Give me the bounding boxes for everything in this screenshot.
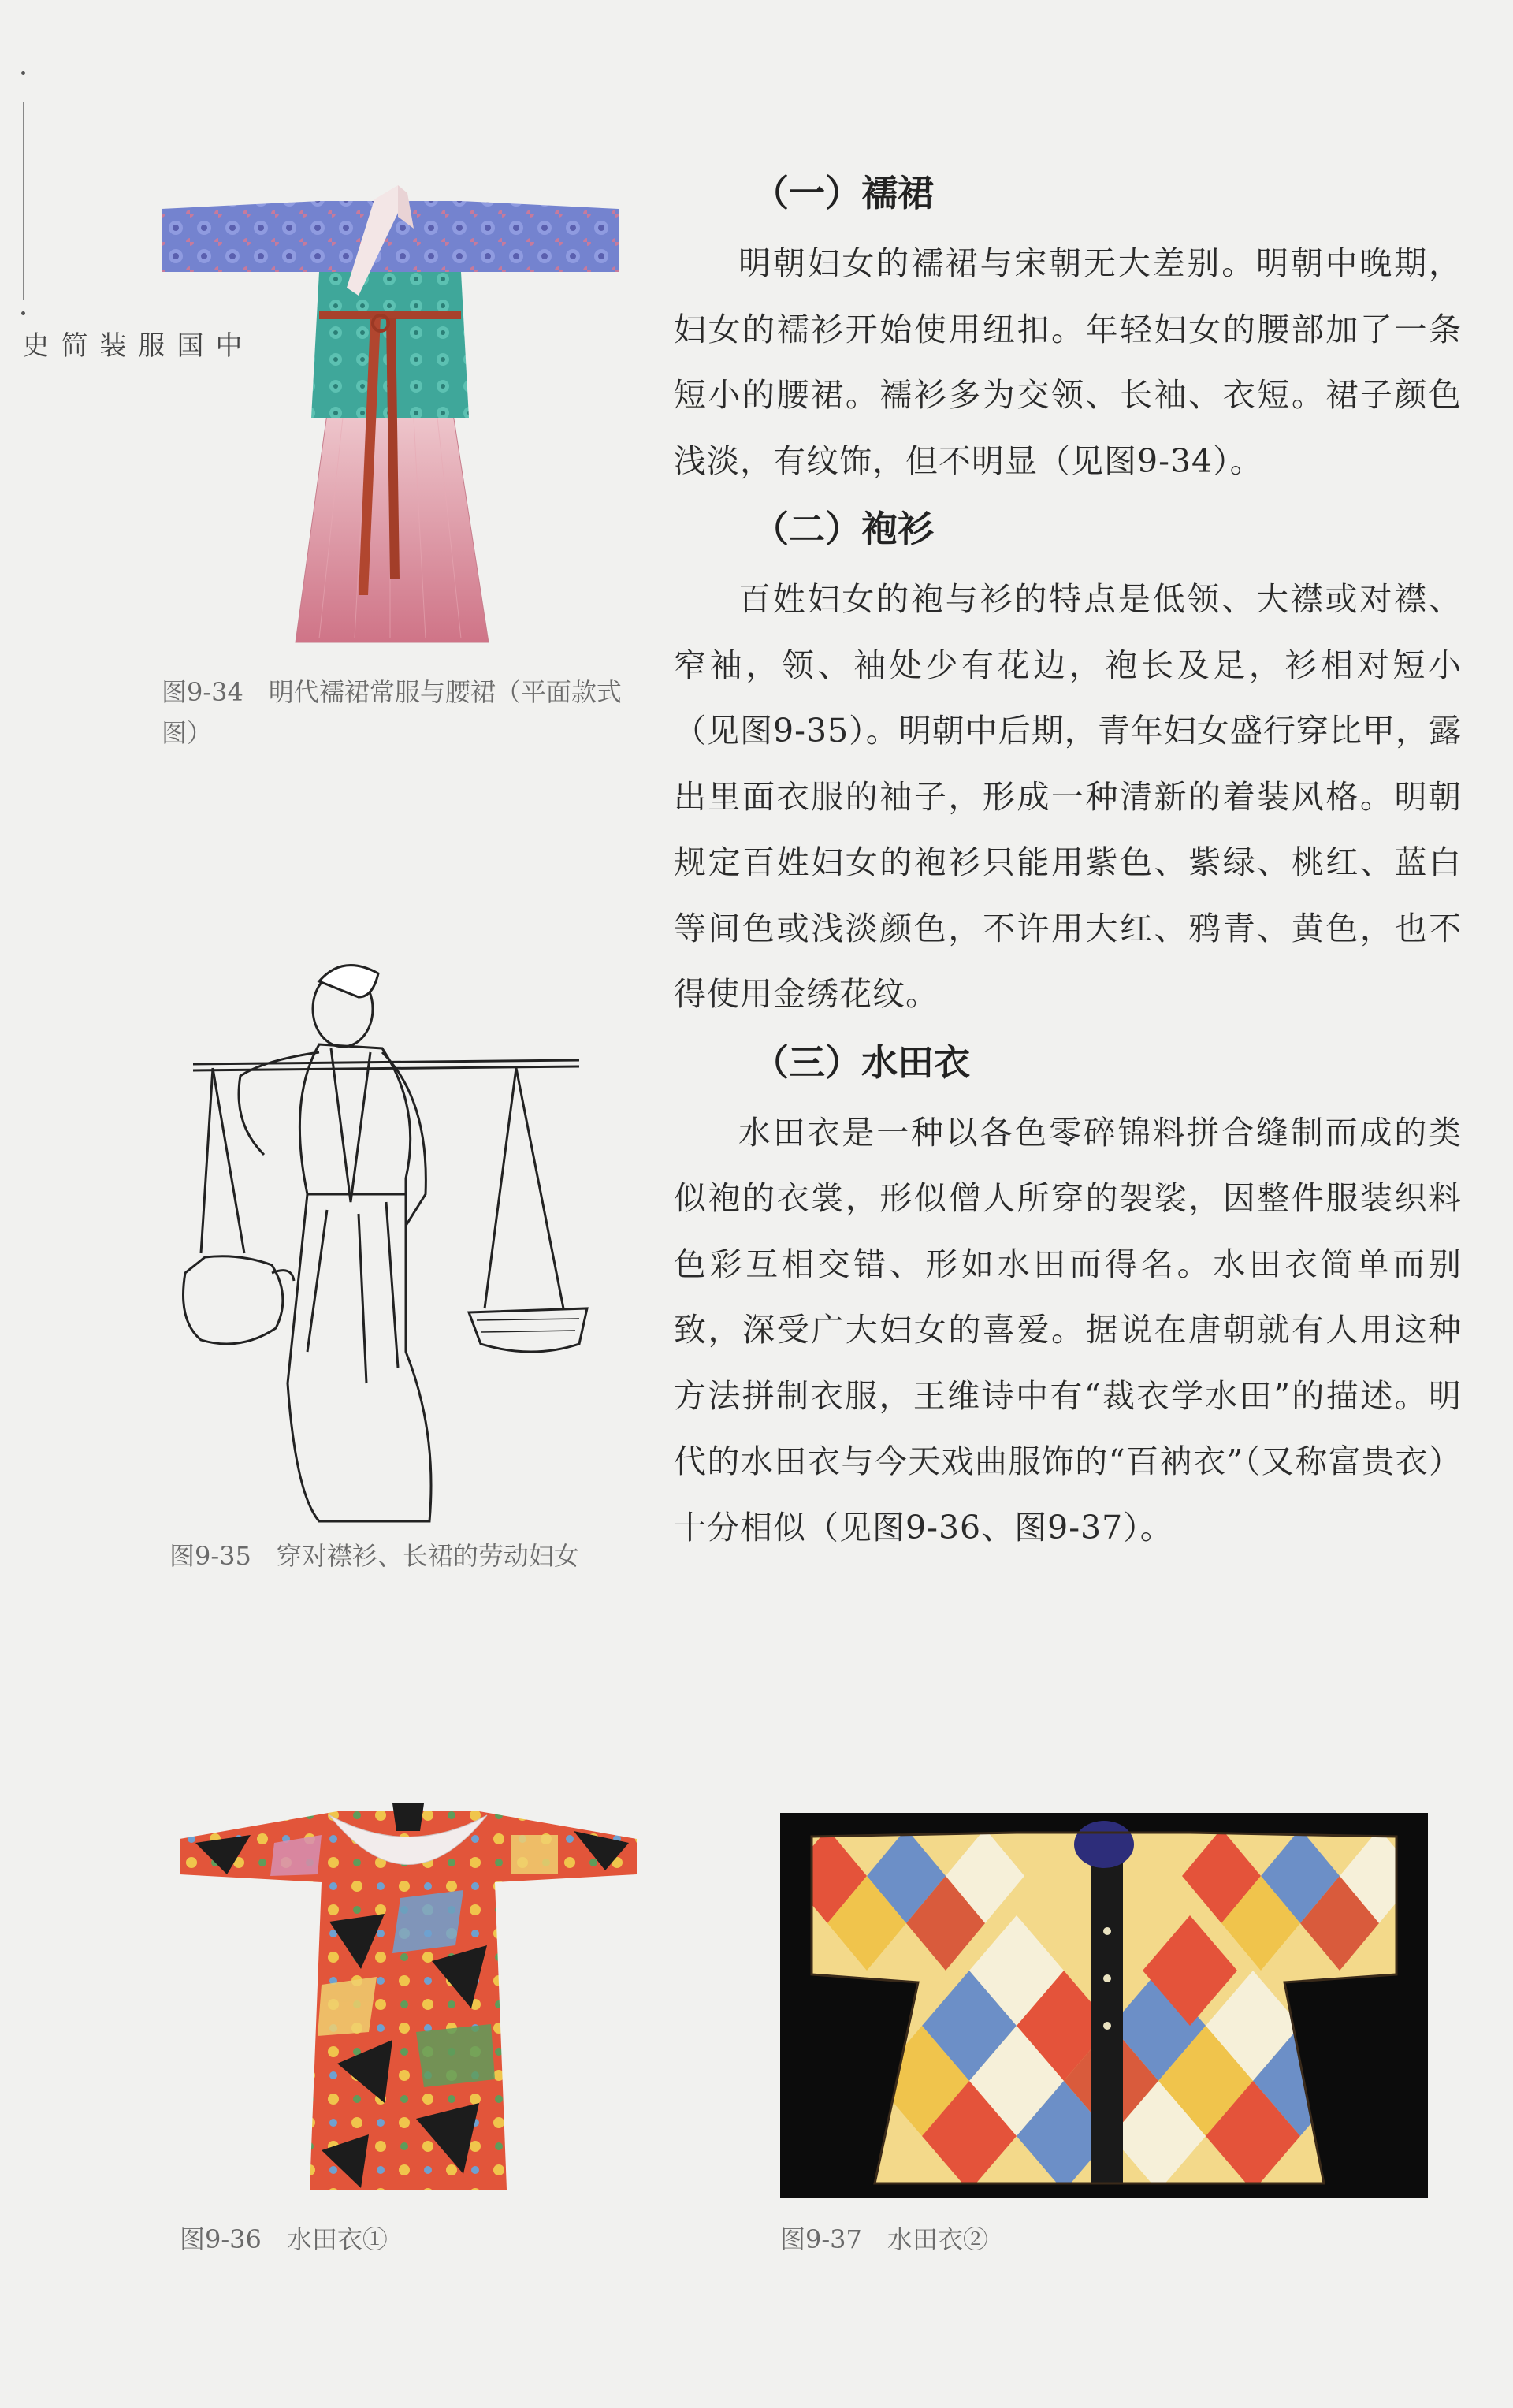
figure-9-37 [780, 1813, 1428, 2198]
figure-9-35-caption: 图9-35 穿对襟衫、长裙的劳动妇女 [169, 1541, 579, 1571]
figure-9-35 [169, 942, 595, 1529]
section-paoshan [674, 497, 1462, 1028]
spine-rule [23, 102, 24, 300]
figure-9-34-caption: 图9-34 明代襦裙常服与腰裙（平面款式图） [162, 677, 622, 748]
laboring-woman-drawing [169, 942, 595, 1529]
section-shuitianyi [674, 1031, 1462, 1561]
paragraph: 明朝妇女的襦裙与宋朝无大差别。明朝中晚期，妇女的襦衫开始使用纽扣。年轻妇女的腰部加了一条短小的腰裙。襦衫多为交领、长袖、衣短。裙子颜色浅淡，有纹饰，但不明显（见图9-34）。 [674, 244, 1462, 480]
section-title: （二）袍衫 [753, 508, 934, 550]
section-ruqun [674, 162, 1462, 494]
spine-dot [21, 71, 25, 75]
patchwork-robe-1 [180, 1803, 637, 2198]
ruqun-illustration [162, 185, 619, 646]
figure-9-36 [180, 1803, 637, 2198]
main-text [674, 162, 1462, 1564]
patchwork-robe-2 [780, 1813, 1428, 2198]
figure-9-36-caption: 图9-36 水田衣① [180, 2224, 388, 2254]
spine-dot [21, 311, 25, 315]
figure-9-37-caption: 图9-37 水田衣② [780, 2224, 988, 2254]
section-title: （三）水田衣 [753, 1040, 970, 1084]
figure-9-34 [162, 185, 619, 646]
book-title: 中国服装简史 [17, 331, 242, 359]
paragraph: 水田衣是一种以各色零碎锦料拼合缝制而成的类似袍的衣裳，形似僧人所穿的袈裟，因整件服装织料色彩互相交错、形如水田而得名。水田衣简单而别致，深受广大妇女的喜爱。据说在唐朝就有人用这种方法拼制衣服，王维诗中有“裁衣学水田”的描述。明代的水田衣与今天戏曲服饰的“百衲衣”（又称富贵衣）十分相似（见图9-36、图9-37）。 [674, 1113, 1462, 1546]
section-title: （一）襦裙 [753, 172, 934, 214]
paragraph: 百姓妇女的袍与衫的特点是低领、大襟或对襟、窄袖，领、袖处少有花边，袍长及足，衫相对短小（见图9-35）。明朝中后期，青年妇女盛行穿比甲，露出里面衣服的袖子，形成一种清新的着装风格。明朝规定百姓妇女的袍衫只能用紫色、紫绿、桃红、蓝白等间色或浅淡颜色，不许用大红、鸦青、黄色，也不得使用金绣花纹。 [674, 580, 1462, 1013]
